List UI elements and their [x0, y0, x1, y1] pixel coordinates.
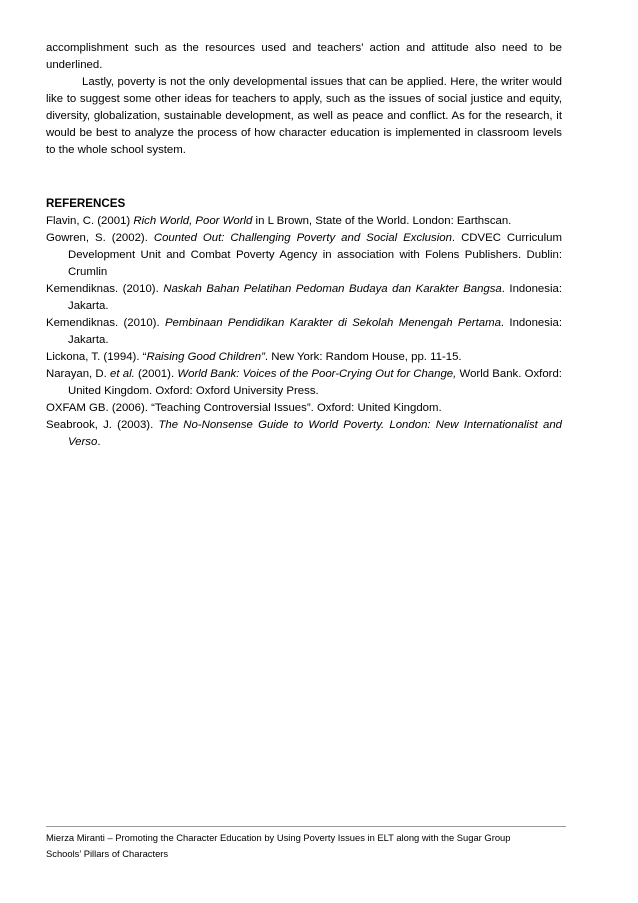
reference-item: Kemendiknas. (2010). Naskah Bahan Pelatihan Pedoman Budaya dan Karakter Bangsa. Indonesia: Jakarta.: [46, 283, 562, 312]
paragraph-conclusion: Lastly, poverty is not the only developmental issues that can be applied. Here, the writer would like to suggest some other ideas for teachers to apply, such as the issues of social justice and equity, diversity, globalization, sustainable development, as well as peace and conflict. As for the research, it would be best to analyze the process of how character education is implemented in classroom levels to the whole school system.: [46, 76, 562, 156]
page-footer: [46, 826, 566, 862]
reference-item: Gowren, S. (2002). Counted Out: Challenging Poverty and Social Exclusion. CDVEC Curriculum Development Unit and Combat Poverty Agency in association with Folens Publishers. Dublin: Crumlin: [46, 232, 562, 278]
reference-item: OXFAM GB. (2006). “Teaching Controversial Issues”. Oxford: United Kingdom.: [46, 402, 442, 414]
paragraph-continuation: accomplishment such as the resources used and teachers’ action and attitude also need to be underlined.: [46, 42, 562, 71]
page-body: [46, 40, 562, 451]
reference-list: [46, 213, 562, 451]
footer-line: Mierza Miranti – Promoting the Character Education by Using Poverty Issues in ELT along with the Sugar Group: [46, 832, 511, 843]
reference-item: Lickona, T. (1994). “Raising Good Children”. New York: Random House, pp. 11-15.: [46, 351, 462, 363]
reference-item: Seabrook, J. (2003). The No-Nonsense Guide to World Poverty. London: New Internationalist and Verso.: [46, 419, 562, 448]
reference-item: Kemendiknas. (2010). Pembinaan Pendidikan Karakter di Sekolah Menengah Pertama. Indonesia: Jakarta.: [46, 317, 562, 346]
footer-line: Schools’ Pillars of Characters: [46, 848, 169, 859]
references-heading: REFERENCES: [46, 197, 126, 210]
reference-item: Narayan, D. et al. (2001). World Bank: Voices of the Poor-Crying Out for Change, World Bank. Oxford: United Kingdom. Oxford: Oxford University Press.: [46, 368, 562, 397]
reference-item: Flavin, C. (2001) Rich World, Poor World in L Brown, State of the World. London: Earthscan.: [46, 215, 512, 227]
